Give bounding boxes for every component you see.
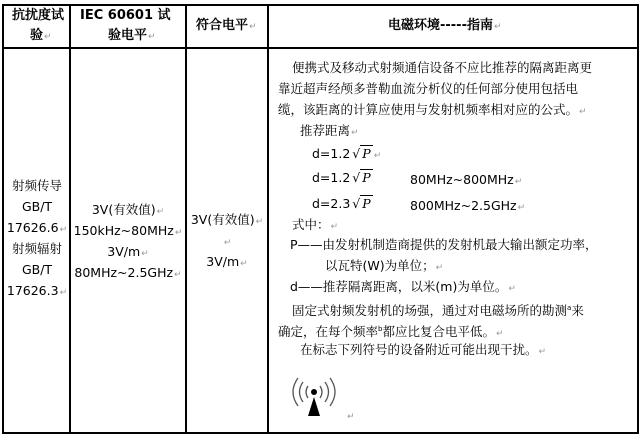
text: 都应比复合电平低。 xyxy=(382,324,495,340)
test-name: 射频传导 xyxy=(11,178,62,193)
header-compliance: 符合电平 ↵ xyxy=(196,16,257,37)
test-standard-number: 17626.6 ↵ xyxy=(4,218,70,240)
test-standard-number: 17626.3 ↵ xyxy=(4,281,70,303)
sqrt-symbol: √ P xyxy=(352,170,371,185)
formula-2 xyxy=(312,168,373,188)
footnote-a: a xyxy=(567,304,572,312)
footnote-b: b xyxy=(378,325,383,333)
header-guidance: 电磁环境-----指南 ↵ xyxy=(388,16,502,37)
formula-coef: d=1.2 xyxy=(312,146,351,161)
where-label: 式中： ↵ xyxy=(292,215,338,237)
text: 固定式射频发射机的场强，通过对电磁场所的勘测 xyxy=(292,303,568,319)
border xyxy=(2,432,639,434)
border xyxy=(637,4,639,434)
test-name: 射频辐射 xyxy=(11,241,62,256)
compliance-level: 3V/m ↵ xyxy=(187,252,267,274)
formula-1 xyxy=(312,144,381,166)
text: 来 xyxy=(571,303,584,319)
iec-level: 3V/m ↵ xyxy=(71,242,185,264)
formula-range: 80MHz~800MHz ↵ xyxy=(410,170,522,192)
formula-3 xyxy=(312,194,373,214)
iec-frequency: 80MHz~2.5GHz ↵ xyxy=(71,263,185,285)
guidance-text: 靠近超声经颅多普勒血流分析仪的任何部分使用包括电 xyxy=(278,81,579,96)
test-standard: GB/T xyxy=(21,199,53,214)
guidance-text: 便携式及移动式射频通信设备不应比推荐的隔离距离更 xyxy=(292,60,593,75)
header-iec-line2: 验电平 ↵ xyxy=(108,26,156,47)
formula-coef: d=1.2 xyxy=(312,170,351,185)
sqrt-symbol: √ P xyxy=(352,196,371,211)
d-definition: d——推荐隔离距离，以米(m)为单位。 ↵ xyxy=(290,277,516,299)
guidance-text: 缆，该距离的计算应使用与发射机频率相对应的公式。 ↵ xyxy=(278,100,587,122)
non-ionizing-radiation-icon xyxy=(284,370,344,425)
border xyxy=(267,4,269,434)
iec-level: 3V(有效值) ↵ xyxy=(71,200,185,222)
compliance-level: 3V(有效值) ↵ xyxy=(187,210,267,232)
text: 确定，在每个频率 xyxy=(278,324,379,340)
guidance-text: 在标志下列符号的设备附近可能出现干扰。 ↵ xyxy=(300,340,546,362)
test-standard: GB/T xyxy=(21,262,53,277)
empty-paragraph xyxy=(346,405,355,425)
header-test-line2: 验 ↵ xyxy=(30,26,52,47)
border xyxy=(2,47,639,49)
header-iec-line1: IEC 60601 试 xyxy=(80,8,171,23)
formula-coef: d=2.3 xyxy=(312,196,351,211)
sqrt-symbol: √ P xyxy=(352,146,371,161)
guidance-text xyxy=(292,298,584,321)
header-test-line1: 抗扰度试 xyxy=(12,8,65,23)
iec-frequency: 150kHz~80MHz ↵ xyxy=(71,221,185,243)
p-definition: P——由发射机制造商提供的发射机最大输出额定功率， xyxy=(290,237,598,252)
empty-paragraph xyxy=(187,231,267,251)
recommended-distance-label: 推荐距离 ↵ xyxy=(300,121,359,143)
formula-range: 800MHz~2.5GHz ↵ xyxy=(410,196,525,218)
p-definition: 以瓦特(W)为单位； ↵ xyxy=(325,256,443,278)
